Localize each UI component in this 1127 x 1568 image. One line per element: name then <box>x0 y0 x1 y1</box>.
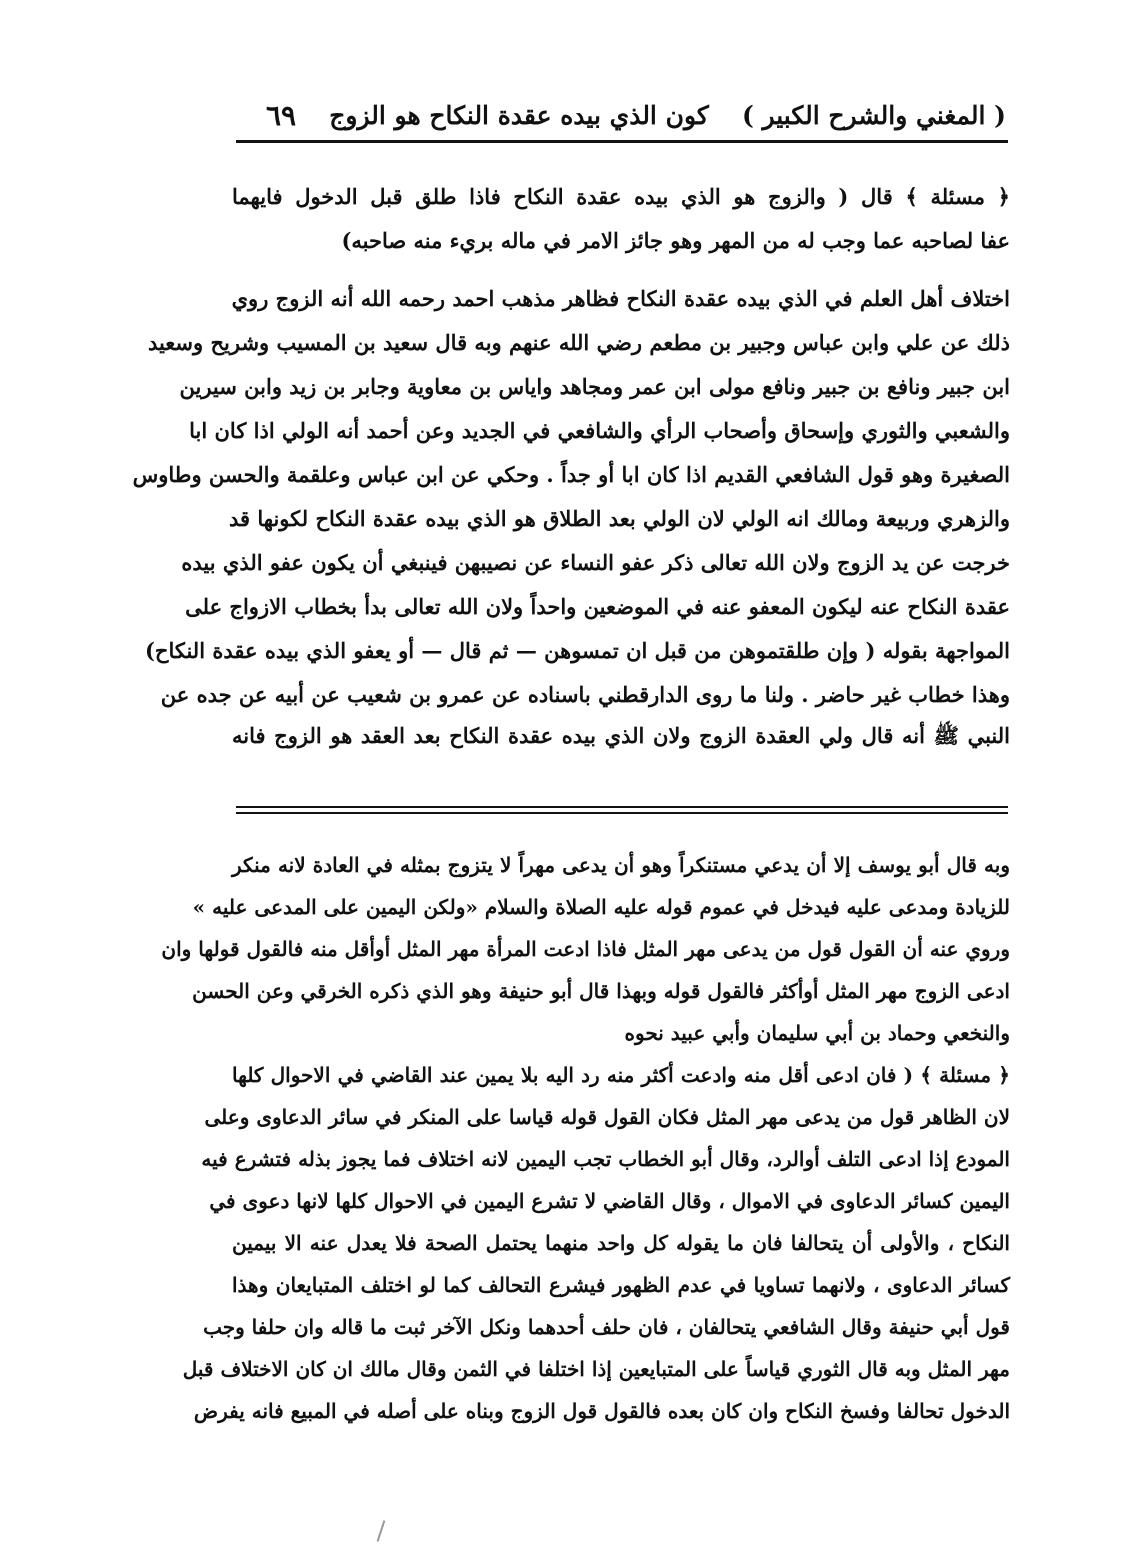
commentary-text <box>161 844 1010 1432</box>
text-line: اليمين كسائر الدعاوى في الاموال ، وقال القاضي لا تشرع اليمين في الاحوال كلها لانها دعوى في <box>209 1189 1010 1213</box>
running-header <box>236 92 1006 138</box>
header-section-title: كون الذي بيده عقدة النكاح هو الزوج <box>329 100 709 130</box>
header-book-title: ( المغني والشرح الكبير ) <box>741 100 1006 130</box>
text-line: الدخول تحالفا وفسخ النكاح وان كان بعده فالقول قول الزوج وبناه على أصله في المبيع فانه يفرض <box>193 1399 1010 1423</box>
page-number: ٦٩ <box>266 98 297 132</box>
text-line: لان الظاهر قول من يدعى مهر المثل فكان القول قوله قياسا على المنكر في سائر الدعاوى وعلى <box>204 1105 1010 1129</box>
text-line: النبي ﷺ أنه قال ولي العقدة الزوج ولان الذي بيده عقدة النكاح بعد العقد هو الزوج فانه <box>232 722 1010 748</box>
text-line: قول أبي حنيفة وقال الشافعي يتحالفان ، فان حلف أحدهما ونكل الآخر ثبت ما قاله وان حلفا وجب <box>203 1315 1010 1339</box>
text-line: ابن جبير ونافع بن جبير ونافع مولى ابن عمر ومجاهد واياس بن معاوية وجابر بن زيد وابن سيرين <box>179 373 1010 399</box>
text-line: عقدة النكاح عنه ليكون المعفو عنه في الموضعين واحداً ولان الله تعالى بدأ بخطاب الازواج على <box>185 593 1010 619</box>
text-line: والنخعي وحماد بن أبي سليمان وأبي عبيد نحوه <box>624 1021 1010 1045</box>
text-line: ادعى الزوج مهر المثل أوأكثر فالقول قوله وبهذا قال أبو حنيفة وهو الذي ذكره الخرقي وعن الحسن <box>192 979 1010 1003</box>
text-line: كسائر الدعاوى ، ولانهما تساويا في عدم الظهور فيشرع التحالف كما لو اختلف المتبايعان وهذا <box>232 1273 1010 1297</box>
text-line: وروي عنه أن القول قول من يدعى مهر المثل فاذا ادعت المرأة مهر المثل أوأقل منه فالقول قولها وان <box>161 937 1010 961</box>
text-line: ﴿ مسئلة ﴾ ( فان ادعى أقل منه وادعت أكثر منه رد اليه بلا يمين عند القاضي في الاحوال كلها <box>232 1063 1010 1087</box>
text-line: والزهري وربيعة ومالك انه الولي لان الولي بعد الطلاق هو الذي بيده عقدة النكاح لكونها قد <box>229 505 1010 531</box>
text-line: ذلك عن علي وابن عباس وجبير بن مطعم رضي الله عنهم وبه قال سعيد بن المسيب وشريح وسعيد <box>147 329 1010 355</box>
scan-mark <box>377 1520 386 1542</box>
text-line: النكاح ، والأولى أن يتحالفا فان ما يقوله كل واحد منهما يحتمل الصحة فلا يعدل عنه الا بيمين <box>232 1231 1010 1255</box>
text-line: للزيادة ومدعى عليه فيدخل في عموم قوله عليه الصلاة والسلام «ولكن اليمين على المدعى عليه » <box>192 895 1010 919</box>
text-line: وبه قال أبو يوسف إلا أن يدعي مستنكراً وهو أن يدعى مهراً لا يتزوج بمثله في العادة لانه منكر <box>232 853 1010 877</box>
section-divider <box>236 806 1008 808</box>
text-line: مهر المثل وبه قال الثوري قياساً على المتبايعين إذا اختلفا في الثمن وقال مالك ان كان الاختلاف قبل <box>182 1357 1010 1381</box>
text-line: عفا لصاحبه عما وجب له من المهر وهو جائز الامر في ماله بريء منه صاحبه) <box>341 227 1010 253</box>
text-line: اختلاف أهل العلم في الذي بيده عقدة النكاح فظاهر مذهب احمد رحمه الله أنه الزوج روي <box>231 285 1010 311</box>
text-line: والشعبي والثوري وإسحاق وأصحاب الرأي والشافعي في الجديد وعن أحمد أنه الولي اذا كان ابا <box>189 417 1010 443</box>
text-line: خرجت عن يد الزوج ولان الله تعالى ذكر عفو النساء عن نصيبهن فينبغي أن يكون عفو الذي بيده <box>181 549 1010 575</box>
text-line: المواجهة بقوله ( وإن طلقتموهن من قبل ان تمسوهن — ثم قال — أو يعفو الذي بيده عقدة النكاح) <box>144 637 1010 663</box>
text-line: وهذا خطاب غير حاضر . ولنا ما روى الدارقطني باسناده عن عمرو بن شعيب عن أبيه عن جده عن <box>160 681 1010 707</box>
header-rule <box>236 140 1008 143</box>
section-divider <box>236 812 1008 814</box>
text-line: المودع إذا ادعى التلف أوالرد، وقال أبو الخطاب تجب اليمين لانه اختلاف فما يجوز بذله فتشرع فيه <box>201 1147 1010 1171</box>
text-line: الصغيرة وهو قول الشافعي القديم اذا كان ابا أو جداً . وحكي عن ابن عباس وعلقمة والحسن وطاوس <box>132 461 1010 487</box>
text-line: ﴿ مسئلة ﴾ قال ( والزوج هو الذي بيده عقدة النكاح فاذا طلق قبل الدخول فايهما <box>232 183 1010 209</box>
main-text <box>132 174 1010 760</box>
